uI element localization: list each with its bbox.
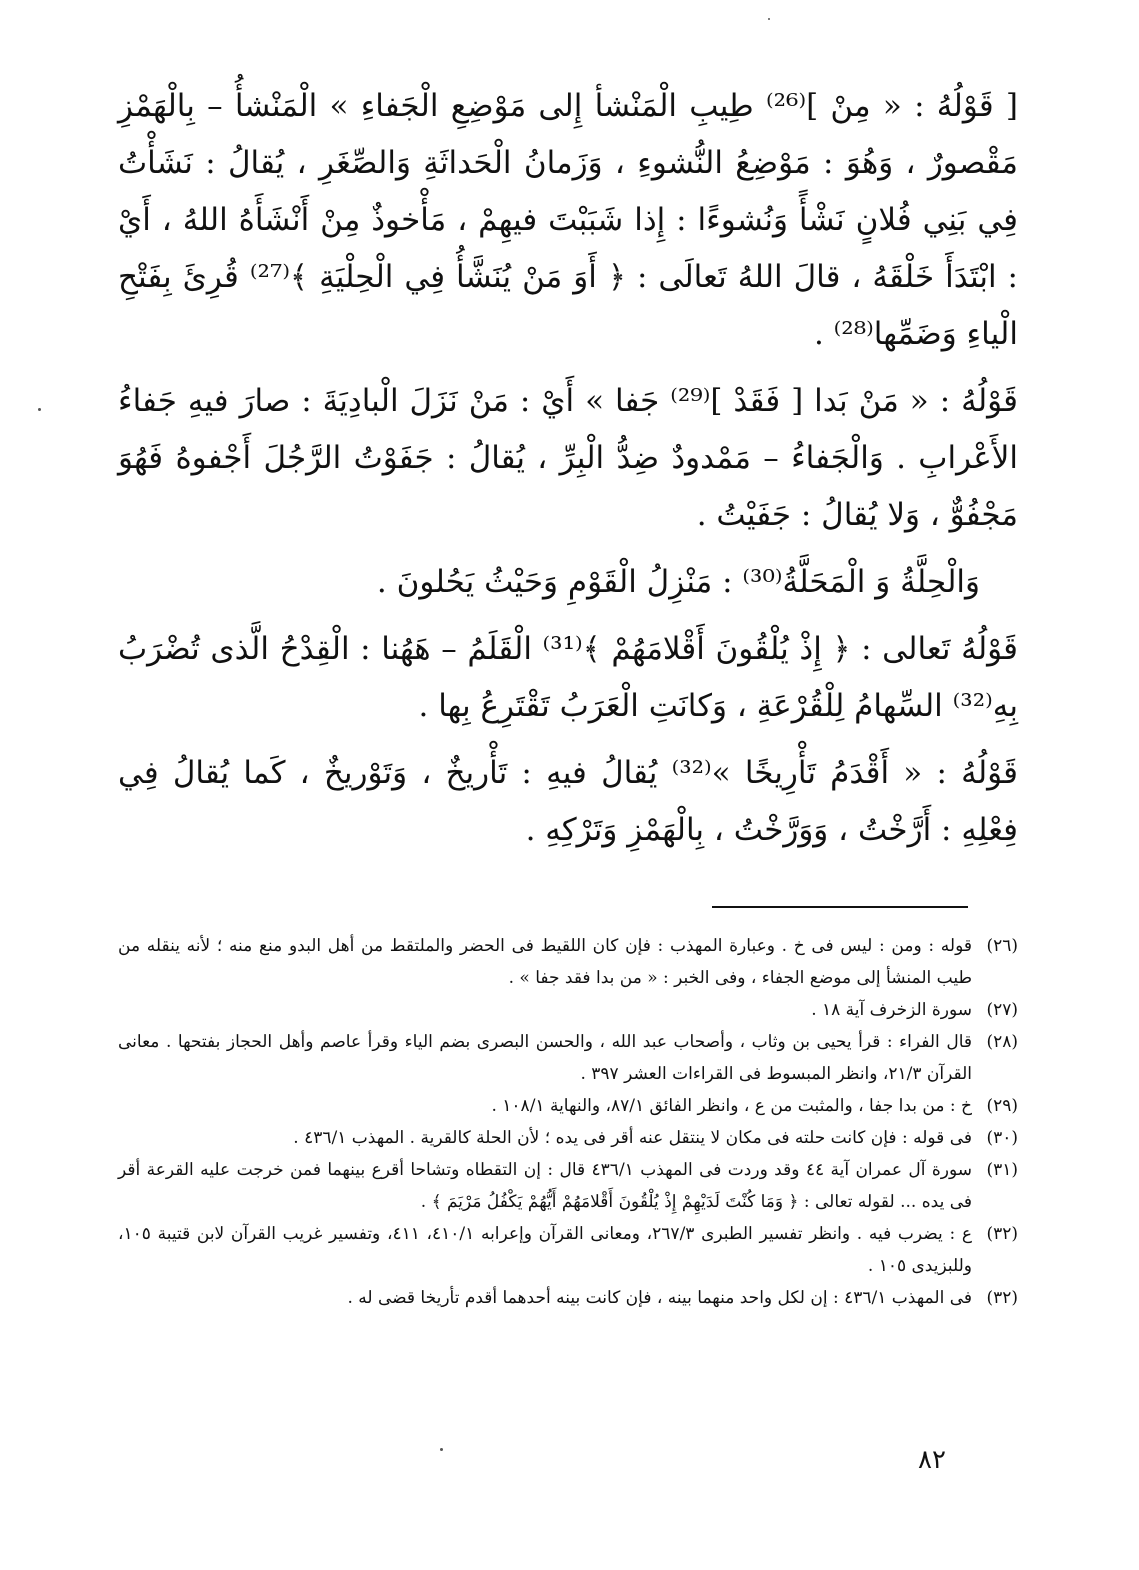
footnote-text: قال الفراء : قرأ يحيى بن وثاب ، وأصحاب عبد الله ، والحسن البصرى بضم الياء وقرأ عاصم وأهل الحجاز بفتحها . معانى القرآن ٢١/٣، وانظر المبسوط فى القراءات العشر ٣٩٧ .	[118, 1032, 972, 1084]
footnote-number: (٣١)	[986, 1160, 1018, 1180]
scan-speck	[38, 408, 41, 411]
footnote	[118, 1090, 1018, 1122]
footnotes	[118, 930, 1018, 1314]
footnote	[118, 1026, 1018, 1090]
footnote-number: (٣٠)	[986, 1128, 1018, 1148]
footnote	[118, 930, 1018, 994]
footnote-number: (٢٨)	[986, 1032, 1018, 1052]
scan-speck	[440, 1448, 443, 1451]
footnote	[118, 1218, 1018, 1282]
footnote-number: (٢٩)	[986, 1096, 1018, 1116]
paragraph-1: [ قَوْلُهُ : « مِنْ ]⁽²⁶⁾ طِيبِ الْمَنْشأ إِلى مَوْضِعِ الْجَفاءِ » الْمَنْشأُ – بِالْهَمْزِ مَقْصورٌ ، وَهُوَ : مَوْضِعُ النُّشوءِ ، وَزَمانُ الْحَداثَةِ وَالصِّغَرِ ، يُقالُ : نَشَأْتُ فِي بَنِي فُلانٍ نَشْأً وَنُشوءًا : إِذا شَبَبْتَ فيهِمْ ، مَأْخوذٌ مِنْ أَنْشَأَهُ اللهُ ، أَيْ : ابْتَدَأَ خَلْقَهُ ، قالَ اللهُ تَعالَى : ﴿ أَوَ مَنْ يُنَشَّأُ فِي الْحِلْيَةِ ﴾⁽²⁷⁾ قُرِئَ بِفَتْحِ الْياءِ وَضَمِّها⁽²⁸⁾ .	[118, 88, 1019, 352]
scan-speck	[768, 18, 770, 20]
paragraph-2: قَوْلُهُ : « مَنْ بَدا [ فَقَدْ ]⁽²⁹⁾ جَفا » أَيْ : مَنْ نَزَلَ الْبادِيَةَ : صارَ فيهِ جَفاءُ الأَعْرابِ . وَالْجَفاءُ – مَمْدودٌ ضِدُّ الْبِرِّ ، يُقالُ : جَفَوْتُ الرَّجُلَ أَجْفوهُ فَهُوَ مَجْفُوٌّ ، وَلا يُقالُ : جَفَيْتُ .	[118, 383, 1018, 533]
footnote	[118, 1282, 1018, 1314]
footnote-text: قوله : ومن : ليس فى خ . وعبارة المهذب : فإن كان اللقيط فى الحضر والملتقط من أهل البدو منع منه ؛ لأنه ينقله من طيب المنشأ إلى موضع الجفاء ، وفى الخبر : « من بدا فقد جفا » .	[118, 936, 972, 988]
footnote-text: سورة آل عمران آية ٤٤ وقد وردت فى المهذب ٤٣٦/١ قال : إن التقطاه وتشاحا أقرع بينهما فمن خرجت عليه القرعة أقر فى يده ... لقوله تعالى : ﴿ وَمَا كُنْتَ لَدَيْهِمْ إِذْ يُلْقُونَ أَقْلامَهُمْ أَيُّهُمْ يَكْفُلُ مَرْيَمَ ﴾ .	[118, 1160, 973, 1212]
footnote-text: خ : من بدا جفا ، والمثبت من ع ، وانظر الفائق ٨٧/١، والنهاية ١٠٨/١ .	[491, 1096, 972, 1116]
footnote-number: (٣٢)	[986, 1224, 1018, 1244]
page-number: ٨٢	[918, 1445, 946, 1475]
footnote-text: ع : يضرب فيه . وانظر تفسير الطبرى ٢٦٧/٣، ومعانى القرآن وإعرابه ٤١٠/١، ٤١١، وتفسير غريب القرآن لابن قتيبة ١٠٥، وللبزيدى ١٠٥ .	[118, 1224, 972, 1276]
footnote-text: فى قوله : فإن كانت حلته فى مكان لا ينتقل عنه أقر فى يده ؛ لأن الحلة كالقرية . المهذب ٤٣٦/١ .	[293, 1128, 972, 1148]
paragraph-5: قَوْلُهُ : « أَقْدَمُ تَأْرِيخًا »⁽³²⁾ يُقالُ فيهِ : تَأْريخٌ ، وَتَوْريخٌ ، كَما يُقالُ فِي فِعْلِهِ : أَرَّخْتُ ، وَوَرَّخْتُ ، بِالْهَمْزِ وَتَرْكِهِ .	[118, 755, 1018, 848]
footnote	[118, 1122, 1018, 1154]
footnote	[118, 1154, 1018, 1218]
footnote-number: (٣٢)	[986, 1288, 1018, 1308]
footnote-text: فى المهذب ٤٣٦/١ : إن لكل واحد منهما بينه ، فإن كانت بينه أحدهما أقدم تأريخا قضى له .	[347, 1288, 972, 1308]
footnote	[118, 994, 1018, 1026]
footnote-number: (٢٦)	[986, 936, 1018, 956]
footnote-separator	[712, 906, 968, 908]
main-text	[118, 78, 1018, 869]
paragraph-4: قَوْلُهُ تَعالى : ﴿ إِذْ يُلْقُونَ أَقْلامَهُمْ ﴾⁽³¹⁾ الْقَلَمُ – هَهُنا : الْقِدْحُ الَّذى تُضْرَبُ بِهِ⁽³²⁾ السِّهامُ لِلْقُرْعَةِ ، وَكانَتِ الْعَرَبُ تَقْتَرِعُ بِها .	[118, 631, 1018, 724]
paragraph-3: وَالْحِلَّةُ وَ الْمَحَلَّةُ⁽³⁰⁾ : مَنْزِلُ الْقَوْمِ وَحَيْثُ يَحُلونَ .	[376, 564, 980, 600]
footnote-number: (٢٧)	[986, 1000, 1018, 1020]
footnote-text: سورة الزخرف آية ١٨ .	[811, 1000, 972, 1020]
